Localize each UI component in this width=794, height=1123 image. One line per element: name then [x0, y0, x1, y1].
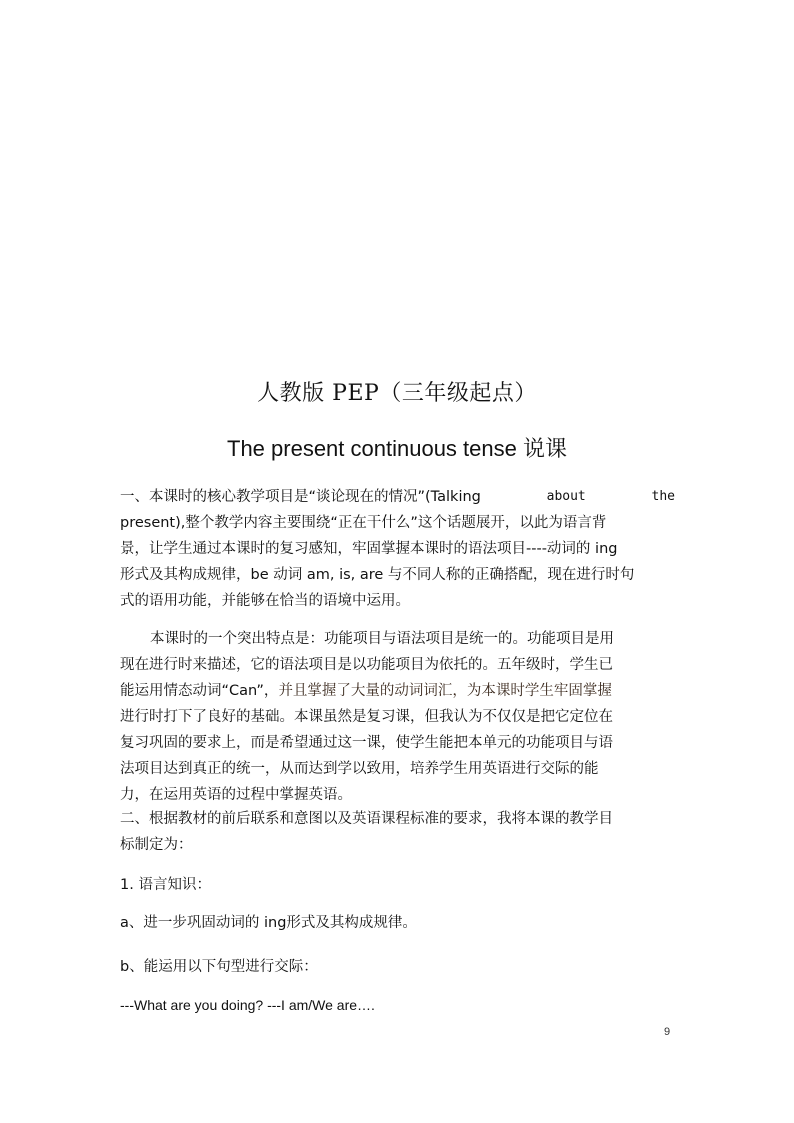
list-item-a: a、进一步巩固动词的 ing形式及其构成规律。: [120, 915, 417, 931]
paragraph-line: 标制定为：: [120, 837, 193, 853]
dialogue-pattern: ---What are you doing? ---I am/We are….: [120, 997, 375, 1013]
paragraph-line: present),整个教学内容主要围绕“正在干什么”这个话题展开，以此为语言背: [120, 515, 607, 531]
paragraph-lesson-feature: [120, 626, 675, 808]
paragraph-line: 现在进行时来描述，它的语法项目是以功能项目为依托的。五年级时，学生已: [120, 657, 613, 673]
document-subtitle: The present continuous tense 说课: [227, 436, 567, 461]
list-item-b: b、能运用以下句型进行交际：: [120, 959, 318, 975]
list-item-language-knowledge: 1. 语言知识：: [120, 877, 211, 893]
paragraph-line-segment: 并且掌握了大量的动词词汇，为本课时学生牢固掌握: [278, 683, 612, 699]
paragraph-core-teaching-item: [120, 484, 675, 614]
paragraph-line-segment: the: [651, 489, 675, 504]
paragraph-line-segment: 能运用情态动词“Can”，: [120, 683, 279, 699]
paragraph-line: [120, 484, 675, 510]
paragraph-line-segment: about: [546, 489, 586, 504]
paragraph-line: [120, 678, 675, 704]
paragraph-line: 法项目达到真正的统一，从而达到学以致用，培养学生用英语进行交际的能: [120, 761, 599, 777]
paragraph-teaching-goals: [120, 806, 675, 858]
paragraph-line: 二、根据教材的前后联系和意图以及英语课程标准的要求，我将本课的教学目: [120, 811, 613, 827]
paragraph-line: 力，在运用英语的过程中掌握英语。: [120, 787, 352, 803]
page-number: 9: [664, 1026, 671, 1038]
paragraph-line: 本课时的一个突出特点是：功能项目与语法项目是统一的。功能项目是用: [150, 631, 614, 647]
paragraph-line-segment: 一、本课时的核心教学项目是“谈论现在的情况”(Talking: [120, 489, 481, 505]
paragraph-line: 式的语用功能，并能够在恰当的语境中运用。: [120, 593, 410, 609]
document-title: 人教版 PEP（三年级起点）: [257, 381, 537, 406]
paragraph-line: 复习巩固的要求上，而是希望通过这一课，使学生能把本单元的功能项目与语: [120, 735, 613, 751]
paragraph-line: 形式及其构成规律，be 动词 am, is, are 与不同人称的正确搭配，现在进行时句: [120, 567, 635, 583]
paragraph-line: 进行时打下了良好的基础。本课虽然是复习课，但我认为不仅仅是把它定位在: [120, 709, 613, 725]
paragraph-line: 景，让学生通过本课时的复习感知，牢固掌握本课时的语法项目----动词的 ing: [120, 541, 618, 557]
